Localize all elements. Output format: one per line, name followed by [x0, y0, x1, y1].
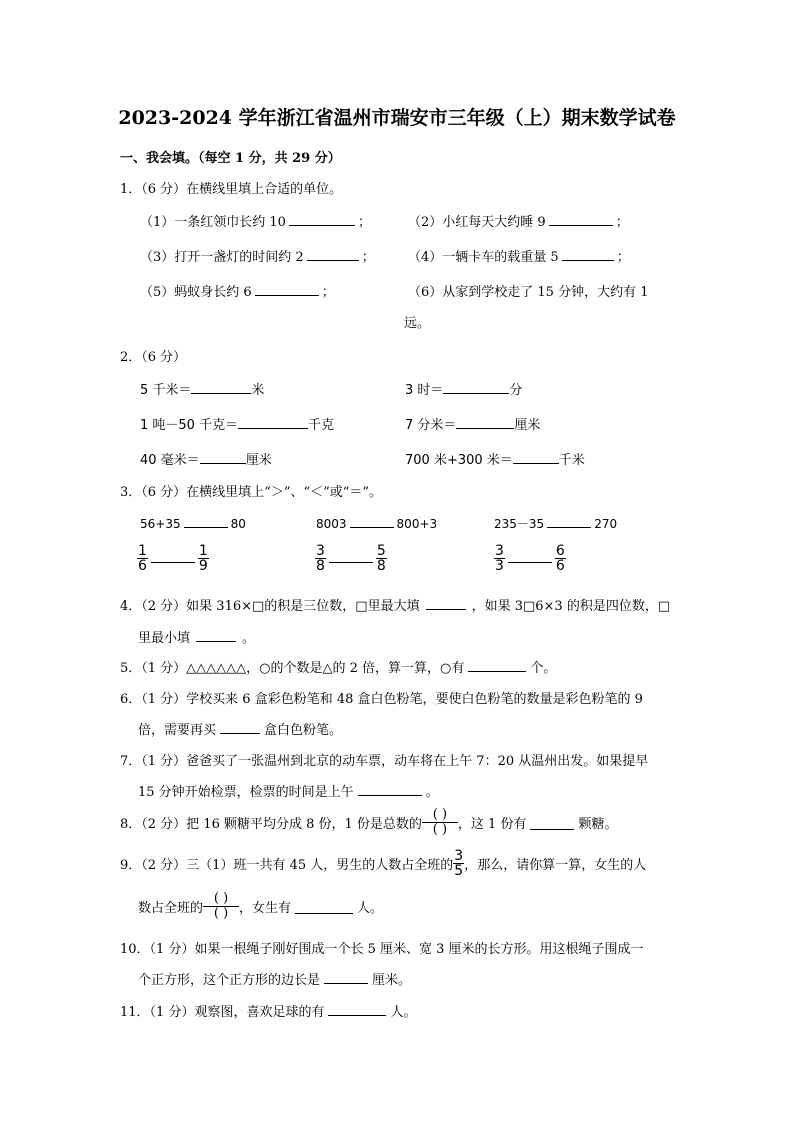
question-9-line-2: 数占全班的 ( ) ( ) ，女生有 人。 — [138, 891, 384, 921]
answer-blank[interactable] — [295, 900, 353, 914]
answer-blank[interactable] — [238, 415, 308, 429]
question-5: 5．（1 分）△△△△△△，○的个数是△的 2 倍，算一算，○有 个。 — [120, 657, 556, 676]
fraction: $\frac{5}{8}$ — [376, 543, 386, 574]
question-3-fraction-row-2 — [315, 544, 387, 573]
answer-blank[interactable] — [443, 380, 509, 394]
question-11: 11．（1 分）观察图，喜欢足球的有 人。 — [120, 1001, 416, 1020]
answer-blank[interactable] — [200, 450, 246, 464]
fraction: $\frac{3}{5}$ — [454, 848, 464, 879]
question-2-f: 700 米+300 米＝ 千米 — [405, 449, 585, 468]
answer-blank[interactable] — [289, 212, 355, 226]
fraction: $\frac{6}{6}$ — [555, 543, 565, 574]
question-1-item-2: （2）小红每天大约睡 9 ； — [408, 211, 629, 230]
answer-blank[interactable] — [191, 380, 251, 394]
answer-blank[interactable] — [530, 816, 574, 830]
fraction: $\frac{3}{3}$ — [495, 543, 504, 574]
answer-blank[interactable] — [324, 970, 368, 984]
answer-blank[interactable] — [184, 515, 228, 528]
fraction: $\frac{1}{6}$ — [138, 543, 147, 574]
answer-blank[interactable] — [255, 282, 319, 296]
question-3-b: 8003 800+3 — [316, 517, 438, 531]
answer-blank[interactable] — [547, 515, 591, 528]
question-1-item-4: （4）一辆卡车的载重量 5 ； — [408, 246, 630, 265]
question-1-item-1: （1）一条红领巾长约 10 ； — [140, 211, 371, 230]
answer-blank[interactable] — [328, 1002, 386, 1016]
answer-blank[interactable] — [350, 515, 394, 528]
fraction: $\frac{1}{9}$ — [198, 543, 208, 574]
answer-blank[interactable] — [196, 628, 236, 642]
page-title: 2023-2024 学年浙江省温州市瑞安市三年级（上）期末数学试卷 — [118, 107, 676, 129]
question-2-head: 2．（6 分） — [120, 350, 187, 365]
answer-blank[interactable] — [508, 546, 552, 563]
question-6-line-2: 倍，需要再买 盒白色粉笔。 — [138, 719, 342, 738]
question-3-head: 3．（6 分）在横线里填上“＞”、“＜”或“＝”。 — [120, 485, 383, 500]
answer-blank[interactable] — [220, 720, 260, 734]
answer-blank[interactable] — [549, 212, 613, 226]
question-1-head: 1．（6 分）在横线里填上合适的单位。 — [120, 182, 343, 197]
fraction: $\frac{3}{8}$ — [316, 543, 325, 574]
answer-blank[interactable] — [562, 247, 614, 261]
question-9-line-1: 9．（2 分）三（1）班一共有 45 人，男生的人数占全班的 $\frac{3}{5}$ ，那么，请你算一算，女生的人 — [120, 848, 647, 879]
fraction-answer[interactable]: ( ) ( ) — [422, 808, 458, 837]
answer-blank[interactable] — [426, 596, 466, 610]
answer-blank[interactable] — [307, 247, 359, 261]
answer-blank[interactable] — [456, 415, 514, 429]
answer-blank[interactable] — [468, 658, 526, 672]
answer-blank[interactable] — [358, 782, 422, 796]
question-6-line-1: 6．（1 分）学校买来 6 盒彩色粉笔和 48 盒白色粉笔，要使白色粉笔的数量是彩色粉笔的 9 — [120, 692, 643, 707]
question-2-b: 3 时＝ 分 — [405, 379, 522, 398]
question-1-item-5: （5）蚂蚁身长约 6 ； — [140, 281, 335, 300]
question-8: 8．（2 分）把 16 颗糖平均分成 8 份，1 份是总数的 ( ) ( ) ，这 1 份有 颗糖。 — [120, 807, 618, 837]
question-2-d: 7 分米＝ 厘米 — [405, 414, 540, 433]
section-heading: 一、我会填。（每空 1 分，共 29 分） — [120, 151, 341, 166]
question-10-line-2: 个正方形，这个正方形的边长是 厘米。 — [138, 969, 411, 988]
question-3-a: 56+35 80 — [140, 517, 246, 531]
question-2-c: 1 吨－50 千克＝ 千克 — [140, 414, 334, 433]
question-1-item-6: （6）从家到学校走了 15 分钟，大约有 1 — [408, 285, 649, 300]
question-7-line-2: 15 分钟开始检票，检票的时间是上午 。 — [138, 781, 439, 800]
question-3-fraction-row-3 — [494, 544, 566, 573]
question-4-line-1: 4．（2 分）如果 316×□的积是三位数，□里最大填 ，如果 3□6×3 的积是四位数，□ — [120, 595, 670, 614]
question-4-line-2: 里最小填 。 — [138, 627, 255, 646]
question-2-a: 5 千米＝ 米 — [140, 379, 264, 398]
question-1-item-3: （3）打开一盏灯的时间约 2 ； — [140, 246, 375, 265]
question-2-e: 40 毫米＝ 厘米 — [140, 449, 272, 468]
question-10-line-1: 10．（1 分）如果一根绳子刚好围成一个长 5 厘米、宽 3 厘米的长方形。用这根绳子围成一 — [120, 942, 644, 957]
answer-blank[interactable] — [513, 450, 559, 464]
answer-blank[interactable] — [329, 546, 373, 563]
question-3-fraction-row-1 — [137, 544, 209, 573]
question-7-line-1: 7．（1 分）爸爸买了一张温州到北京的动车票，动车将在上午 7：20 从温州出发。如果提早 — [120, 754, 649, 769]
question-3-c: 235－35 270 — [494, 517, 618, 531]
answer-blank[interactable] — [151, 546, 195, 563]
question-1-item-6-cont: 远。 — [404, 316, 431, 331]
fraction-answer[interactable]: ( ) ( ) — [203, 892, 239, 921]
